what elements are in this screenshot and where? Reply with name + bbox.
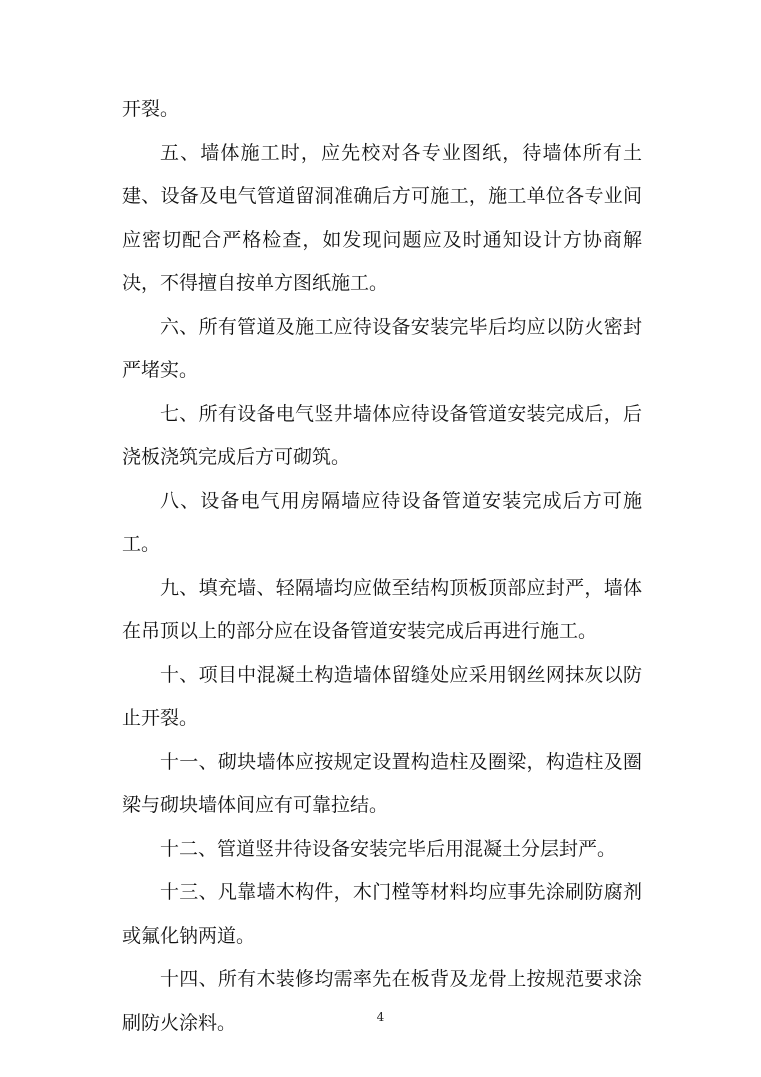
paragraph-item-8: 八、设备电气用房隔墙应待设备管道安装完成后方可施工。 xyxy=(122,489,642,555)
paragraph-item-9: 九、填充墙、轻隔墙均应做至结构顶板顶部应封严，墙体在吊顶以上的部分应在设备管道安装完成后再进行施工。 xyxy=(122,576,642,642)
page-number: 4 xyxy=(376,1010,385,1024)
paragraph-item-11: 十一、砌块墙体应按规定设置构造柱及圈梁，构造柱及圈梁与砌块墙体间应有可靠拉结。 xyxy=(122,750,642,816)
paragraph-continuation: 开裂。 xyxy=(122,98,180,120)
paragraph-item-5: 五、墙体施工时，应先校对各专业图纸，待墙体所有土建、设备及电气管道留洞准确后方可施工，施工单位各专业间应密切配合严格检查，如发现问题应及时通知设计方协商解决，不得擅自按单方图纸施工。 xyxy=(122,141,642,294)
document-body xyxy=(122,88,642,1045)
paragraph-item-13: 十三、凡靠墙木构件，木门樘等材料均应事先涂刷防腐剂或氟化钠两道。 xyxy=(122,881,642,947)
paragraph-item-6: 六、所有管道及施工应待设备安装完毕后均应以防火密封严堵实。 xyxy=(122,315,642,381)
paragraph-item-12: 十二、管道竖井待设备安装完毕后用混凝土分层封严。 xyxy=(160,837,617,860)
paragraph-item-10: 十、项目中混凝土构造墙体留缝处应采用钢丝网抹灰以防止开裂。 xyxy=(122,663,642,729)
paragraph-item-7: 七、所有设备电气竖井墙体应待设备管道安装完成后，后浇板浇筑完成后方可砌筑。 xyxy=(122,402,642,468)
paragraph-item-14: 十四、所有木装修均需率先在板背及龙骨上按规范要求涂刷防火涂料。 xyxy=(122,968,642,1034)
